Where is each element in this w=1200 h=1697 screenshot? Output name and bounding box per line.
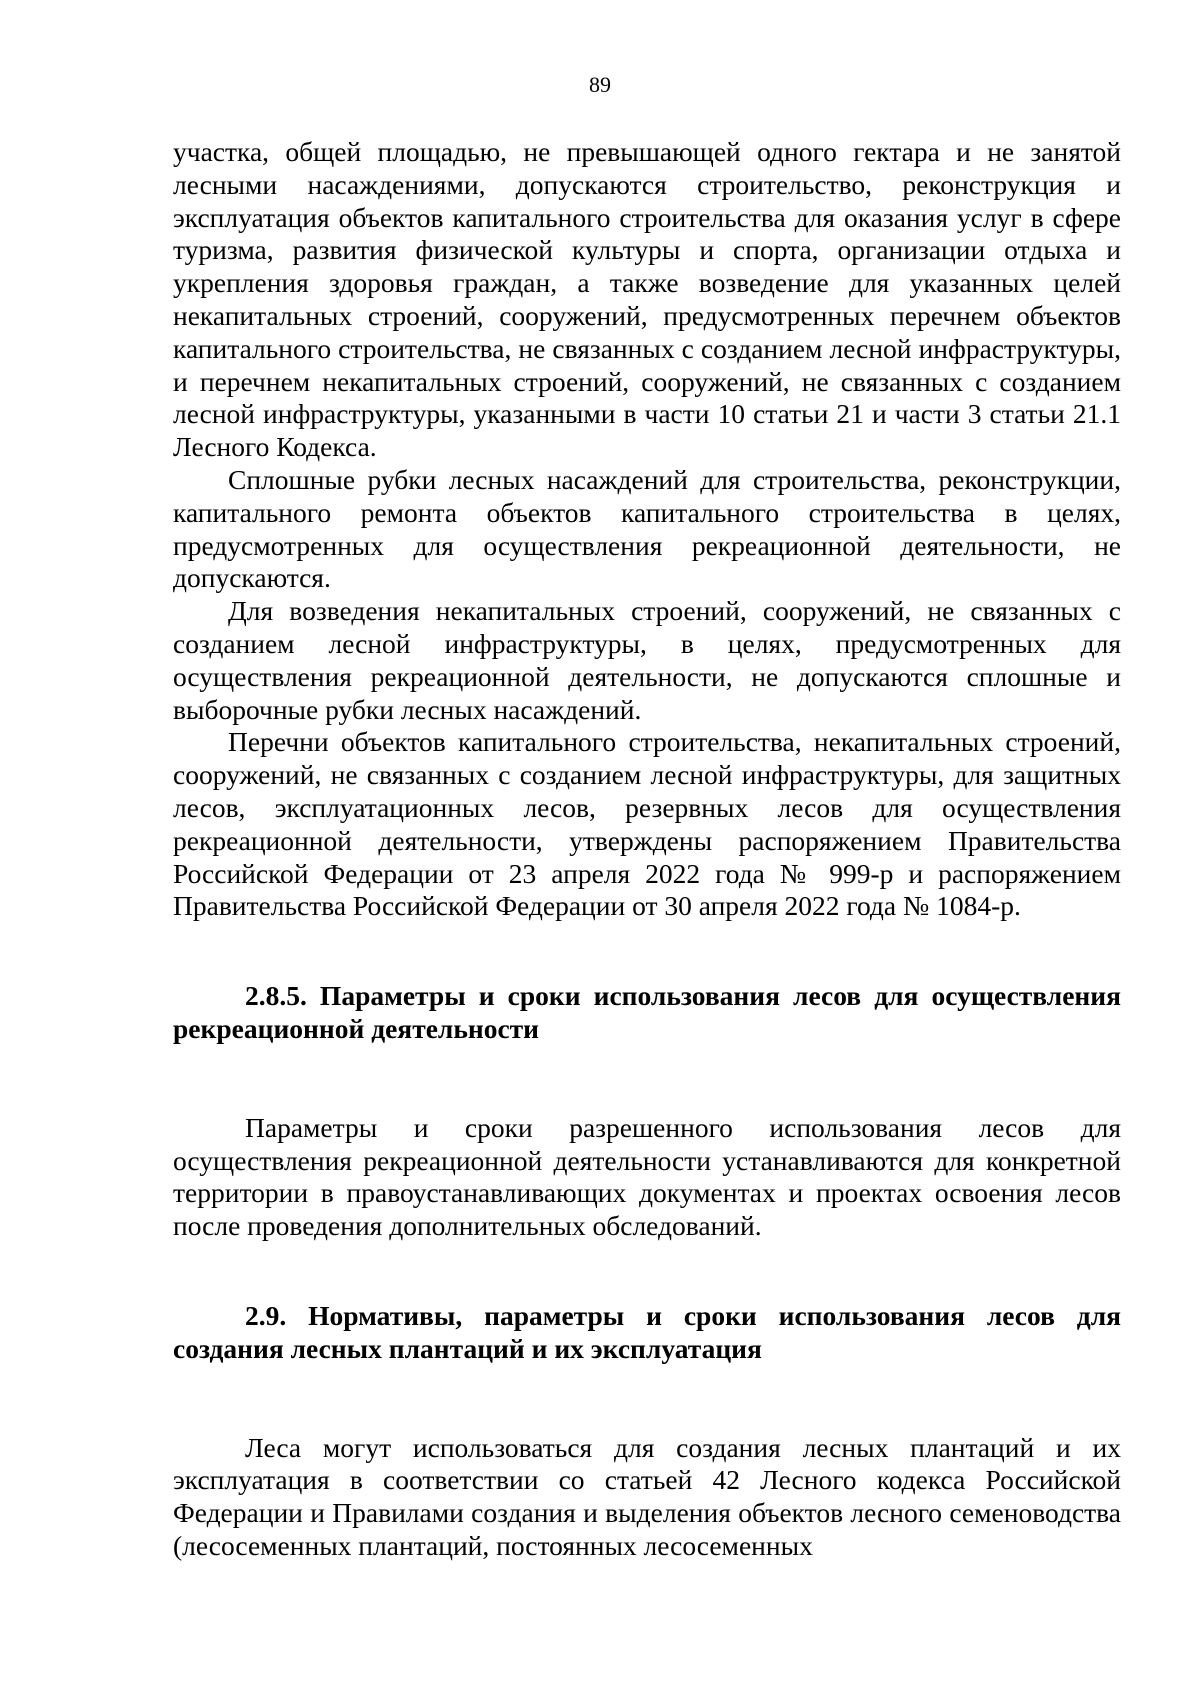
paragraph-recreation-parameters: Параметры и сроки разрешенного использования лесов для осуществления рекреационной деятельности устанавливаются для конкретной территории в правоустанавливающих документах и проектах освоения лесов после проведения дополнительных обследований.	[173, 1111, 1121, 1242]
document-body	[173, 136, 1121, 1563]
paragraph-clear-cutting-prohibition: Сплошные рубки лесных насаждений для строительства, реконструкции, капитального ремонта объектов капитального строительства в целях, предусмотренных для осуществления рекреационной деятельности, не допускаются.	[173, 463, 1121, 594]
paragraph-recreation-construction: участка, общей площадью, не превышающей одного гектара и не занятой лесными насаждениями, допускаются строительство, реконструкция и эксплуатация объектов капитального строительства для оказания услуг в сфере туризма, развития физической культуры и спорта, организации отдыха и укрепления здоровья граждан, а также возведение для указанных целей некапитальных строений, сооружений, предусмотренных перечнем объектов капитального строительства, не связанных с созданием лесной инфраструктуры, и перечнем некапитальных строений, сооружений, не связанных с созданием лесной инфраструктуры, указанными в части 10 статьи 21 и части 3 статьи 21.1 Лесного Кодекса.	[173, 136, 1121, 463]
page-number: 89	[589, 72, 611, 97]
section-heading-2-9: 2.9. Нормативы, параметры и сроки использования лесов для создания лесных плантаций и их эксплуатация	[173, 1299, 1121, 1364]
section-heading-2-8-5: 2.8.5. Параметры и сроки использования лесов для осуществления рекреационной деятельности	[173, 980, 1121, 1044]
paragraph-temporary-structures: Для возведения некапитальных строений, сооружений, не связанных с созданием лесной инфраструктуры, в целях, предусмотренных для осуществления рекреационной деятельности, не допускаются сплошные и выборочные рубки лесных насаждений.	[173, 595, 1121, 725]
paragraph-government-orders: Перечни объектов капитального строительства, некапитальных строений, сооружений, не связанных с созданием лесной инфраструктуры, для защитных лесов, эксплуатационных лесов, резервных лесов для осуществления рекреационной деятельности, утверждены распоряжением Правительства Российской Федерации от 23 апреля 2022 года № 999-р и распоряжением Правительства Российской Федерации от 30 апреля 2022 года № 1084-р.	[173, 726, 1121, 922]
paragraph-forest-plantations: Леса могут использоваться для создания лесных плантаций и их эксплуатация в соответствии со статьей 42 Лесного кодекса Российской Федерации и Правилами создания и выделения объектов лесного семеноводства (лесосеменных плантаций, постоянных лесосеменных	[173, 1431, 1121, 1561]
